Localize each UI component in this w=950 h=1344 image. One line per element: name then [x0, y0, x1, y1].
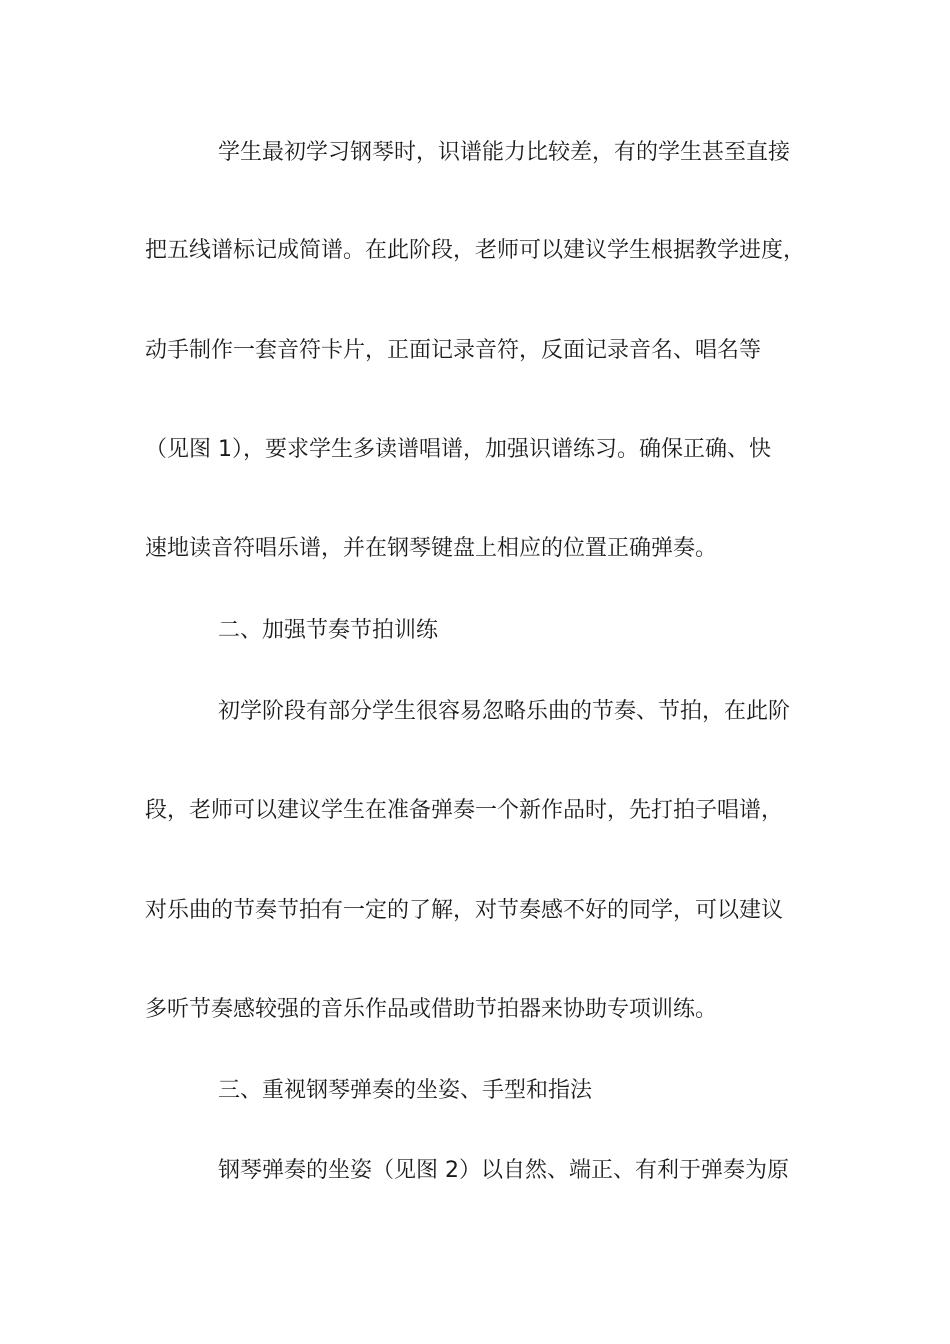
paragraph-1-line-5: 速地读音符唱乐谱，并在钢琴键盘上相应的位置正确弹奏。 [145, 536, 718, 561]
paragraph-3-line-1: 钢琴弹奏的坐姿（见图 2）以自然、端正、有利于弹奏为原 [218, 1158, 789, 1183]
paragraph-1-line-4: （见图 1），要求学生多读谱唱谱，加强识谱练习。确保正确、快 [145, 437, 771, 462]
paragraph-2-line-1: 初学阶段有部分学生很容易忽略乐曲的节奏、节拍，在此阶 [218, 699, 791, 724]
paragraph-2-line-2: 段，老师可以建议学生在准备弹奏一个新作品时，先打拍子唱谱， [145, 798, 784, 823]
paragraph-1-line-3: 动手制作一套音符卡片，正面记录音符，反面记录音名、唱名等 [145, 338, 762, 363]
section-heading-3: 三、重视钢琴弹奏的坐姿、手型和指法 [218, 1078, 593, 1103]
paragraph-1-line-1: 学生最初学习钢琴时，识谱能力比较差，有的学生甚至直接 [218, 140, 791, 165]
paragraph-2-line-4: 多听节奏感较强的音乐作品或借助节拍器来协助专项训练。 [145, 997, 718, 1022]
section-heading-2: 二、加强节奏节拍训练 [218, 618, 439, 643]
paragraph-1-line-2: 把五线谱标记成简谱。在此阶段，老师可以建议学生根据教学进度， [145, 238, 806, 263]
paragraph-2-line-3: 对乐曲的节奏节拍有一定的了解，对节奏感不好的同学，可以建议 [145, 898, 784, 923]
